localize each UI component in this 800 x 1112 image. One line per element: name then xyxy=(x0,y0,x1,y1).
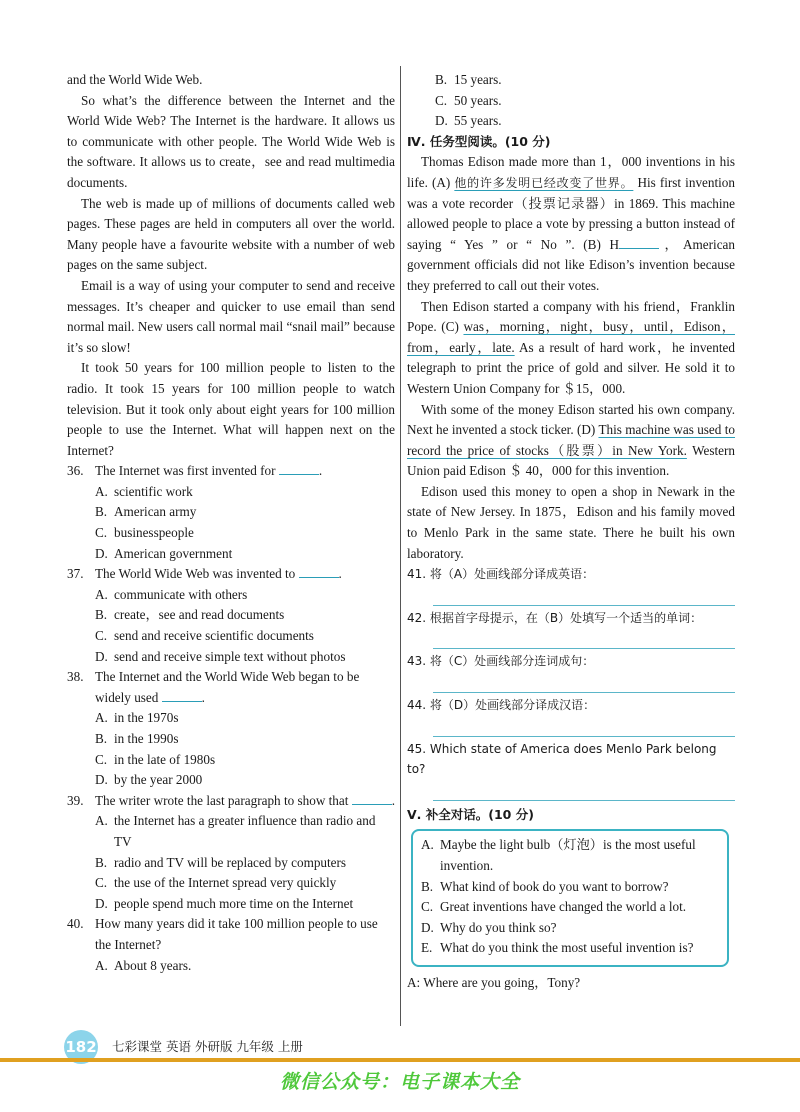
right-column xyxy=(407,70,735,994)
question-38: 38. The Internet and the World Wide Web began to be widely used . A. in the 1970s B. in the 1990s C. in the late of 1980s D. by the year 2000 xyxy=(67,667,395,791)
question-text: The World Wide Web was invented to xyxy=(95,566,296,582)
option[interactable]: C. send and receive scientific documents xyxy=(95,628,314,644)
option[interactable]: D. 55 years. xyxy=(435,113,502,129)
question-text: The Internet was first invented for xyxy=(95,463,276,479)
option[interactable]: D. send and receive simple text without photos xyxy=(95,648,346,664)
option[interactable]: C. 50 years. xyxy=(435,92,502,108)
passage-paragraph: Email is a way of using your computer to send and receive messages. It’s cheaper and quicker to use email than send normal mail. New users call normal mail “snail mail” because it’s so slow! xyxy=(67,277,395,355)
dialog-option[interactable]: B. What kind of book do you want to borrow? xyxy=(421,878,669,894)
passage-paragraph: So what’s the difference between the Internet and the World Wide Web? The Internet is the hardware. It allows us to communicate with other people. The World Wide Web is the software. It allows us to create，see and read multimedia documents. xyxy=(67,92,395,190)
column-divider xyxy=(400,66,401,1026)
passage-paragraph: It took 50 years for 100 million people to listen to the radio. It took 15 years for 100 million people to watch television. But it took only about eight years for 100 million people to use the Internet. What will happen next on the Internet? xyxy=(67,360,395,458)
answer-blank[interactable] xyxy=(299,565,339,578)
question-number: 38. xyxy=(67,669,84,685)
dialog-option[interactable]: A. Maybe the light bulb（灯泡）is the most useful invention. xyxy=(421,837,696,873)
option[interactable]: D. people spend much more time on the Internet xyxy=(95,895,354,911)
answer-blank[interactable] xyxy=(352,792,392,805)
answer-blank[interactable] xyxy=(279,462,319,475)
option[interactable]: C. businesspeople xyxy=(95,525,194,541)
left-column xyxy=(67,70,395,976)
question-number: 40. xyxy=(67,916,84,932)
task-42: 42. 根据首字母提示，在（B）处填写一个适当的单词： xyxy=(407,610,703,625)
passage-paragraph: The web is made up of millions of documents called web pages. These pages are held in computers all over the world. Many people have a favourite website with a number of web pages on the same subject. xyxy=(67,195,395,273)
answer-line[interactable] xyxy=(433,716,735,737)
underlined-phrase-a: 他的许多发明已经改变了世界。 xyxy=(454,175,634,190)
dialog-option[interactable]: C. Great inventions have changed the world a lot. xyxy=(421,899,687,915)
option[interactable]: A. About 8 years. xyxy=(95,957,192,973)
passage-paragraph: and the World Wide Web. xyxy=(67,72,203,87)
option[interactable]: B. in the 1990s xyxy=(95,731,179,746)
passage-paragraph: With some of the money Edison started his own company. Next he invented a stock ticker. (D) This machine was used to record the price of stocks（股票）in New York. Western Union paid Edison ＄ 40，000 for this invention. xyxy=(407,401,735,479)
passage-paragraph: Edison used this money to open a shop in Newark in the state of New Jersey. In 1875，Edison and his family moved to Menlo Park in the same state. There he built his own laboratory. xyxy=(407,483,735,561)
passage-paragraph: Thomas Edison made more than 1，000 inventions in his life. (A) 他的许多发明已经改变了世界。 His first invention was a vote recorder（投票记录器）in 1869. This machine allowed people to place a vote by pressing a button instead of saying “ Yes ” or “ No ”. (B) H ，American government officials did not like Edison’s invention because they preferred to call out their votes. xyxy=(407,154,736,293)
option[interactable]: D. American government xyxy=(95,545,233,561)
option[interactable]: A. in the 1970s xyxy=(95,710,179,726)
option[interactable]: B. create，see and read documents xyxy=(95,607,285,623)
dialog-options-box xyxy=(411,829,729,967)
book-title: 七彩课堂 英语 外研版 九年级 上册 xyxy=(112,1039,303,1054)
question-text: The writer wrote the last paragraph to show that xyxy=(95,792,349,808)
option[interactable]: A. the Internet has a greater influence than radio and TV xyxy=(95,813,376,849)
option[interactable]: B. American army xyxy=(95,504,197,520)
page-number: 182 xyxy=(64,1030,98,1064)
option[interactable]: A. communicate with others xyxy=(95,586,248,602)
footer-rule xyxy=(0,1058,800,1062)
dialog-option[interactable]: D. Why do you think so? xyxy=(421,919,557,935)
option[interactable]: C. the use of the Internet spread very quickly xyxy=(95,875,337,891)
answer-blank[interactable] xyxy=(162,689,202,702)
question-36: 36. The Internet was first invented for . A. scientific work B. American army C. businesspeople D. American government xyxy=(67,461,395,564)
answer-line[interactable] xyxy=(433,672,735,693)
answer-line[interactable] xyxy=(433,585,735,606)
question-text: The Internet and the World Wide Web began to be widely used xyxy=(95,669,360,705)
dialog-option[interactable]: E. What do you think the most useful invention is? xyxy=(421,940,694,956)
option[interactable]: D. by the year 2000 xyxy=(95,772,203,788)
watermark-text: 微信公众号：电子课本大全 xyxy=(279,1071,520,1093)
option[interactable]: C. in the late of 1980s xyxy=(95,751,216,767)
question-39: 39. The writer wrote the last paragraph to show that . A. the Internet has a greater influence than radio and TV B. radio and TV will be replaced by computers C. the use of the Internet spread very quickly D. people spend much more time on the Internet xyxy=(67,791,395,915)
question-number: 39. xyxy=(67,792,84,808)
option[interactable]: B. 15 years. xyxy=(435,72,502,87)
underlined-phrase-c: was，morning，night，busy，until，Edison，from，early，late. xyxy=(407,319,735,355)
answer-line[interactable] xyxy=(433,628,735,649)
task-43: 43. 将（C）处画线部分连词成句： xyxy=(407,654,595,669)
underlined-phrase-d: This machine was used to record the price of stocks（股票）in New York. xyxy=(407,422,735,458)
question-text: How many years did it take 100 million people to use the Internet? xyxy=(95,916,378,952)
task-41: 41. 将（A）处画线部分译成英语： xyxy=(407,567,595,582)
dialog-line: A: Where are you going，Tony? xyxy=(407,974,581,990)
option[interactable]: B. radio and TV will be replaced by computers xyxy=(95,854,347,870)
answer-blank[interactable] xyxy=(619,236,659,249)
question-37: 37. The World Wide Web was invented to . A. communicate with others B. create，see and read documents C. send and receive scientific documents D. send and receive simple text without photos xyxy=(67,564,395,667)
task-45: 45. Which state of America does Menlo Park belong to? xyxy=(407,741,717,777)
section-heading-iv: Ⅳ. 任务型阅读。(10 分) xyxy=(407,133,551,149)
question-number: 36. xyxy=(67,463,84,479)
passage-paragraph: Then Edison started a company with his friend，Franklin Pope. (C) was，morning，night，busy，until，Edison，from，early，late. As a result of hard work，he invented telegraph to print the price of gold and silver. He sold it to Western Union Company for ＄15，000. xyxy=(407,298,735,396)
task-44: 44. 将（D）处画线部分译成汉语： xyxy=(407,698,596,713)
section-heading-v: Ⅴ. 补全对话。(10 分) xyxy=(407,806,534,822)
option[interactable]: A. scientific work xyxy=(95,483,193,499)
question-40 xyxy=(67,914,395,976)
answer-line[interactable] xyxy=(433,780,735,801)
question-number: 37. xyxy=(67,566,84,582)
